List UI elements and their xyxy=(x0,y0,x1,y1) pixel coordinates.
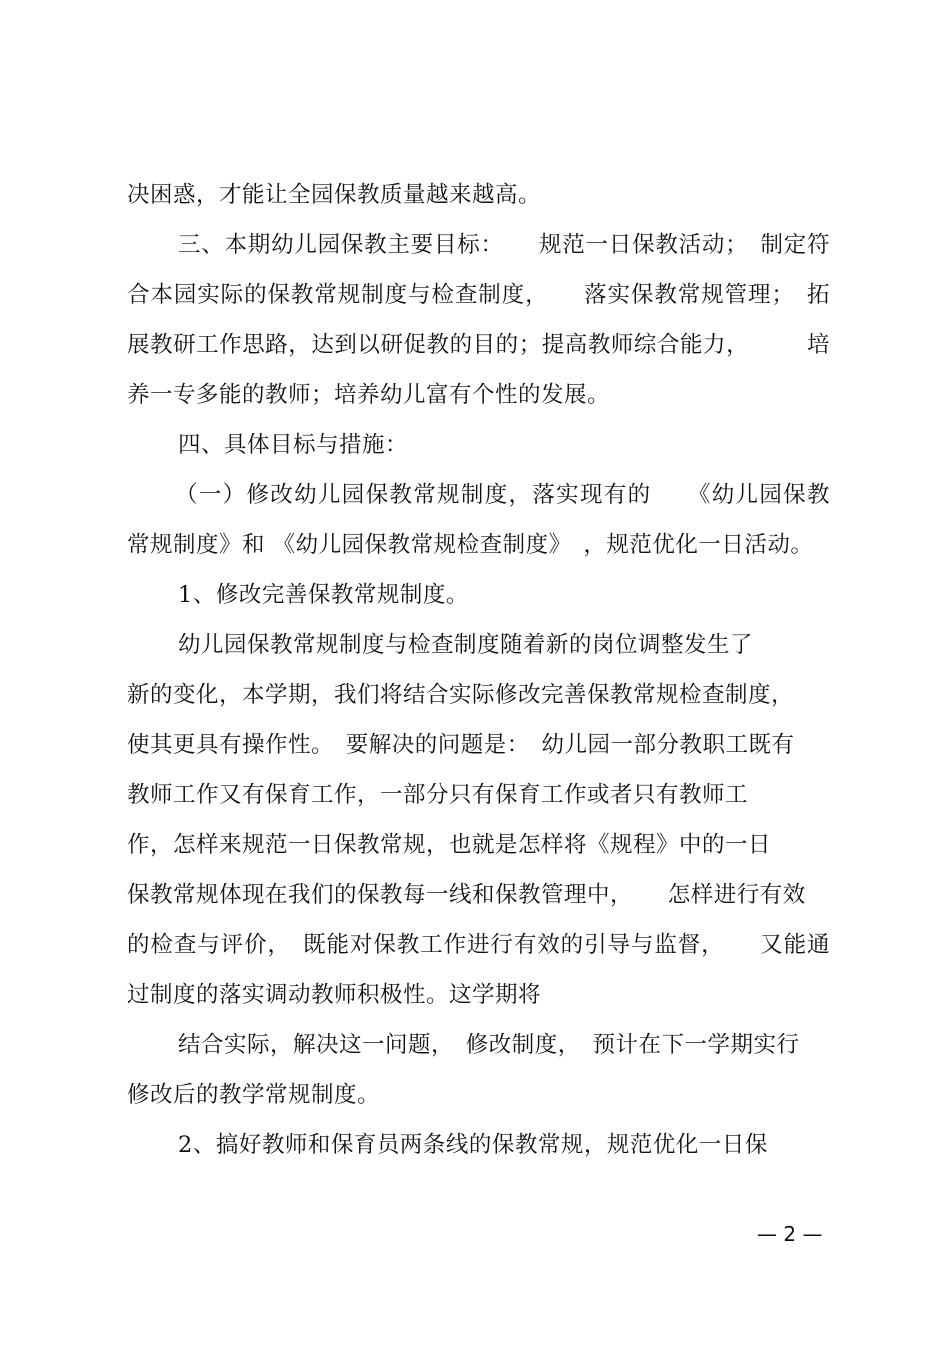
text-line: 保教常规体现在我们的保教每一线和保教管理中， 怎样进行有效 xyxy=(127,882,806,908)
text-line: 幼儿园保教常规制度与检查制度随着新的岗位调整发生了 xyxy=(178,632,754,658)
text-line: 常规制度》和 《幼儿园保教常规检查制度》 ，规范优化一日活动。 xyxy=(127,532,814,558)
text-line: 的检查与评价， 既能对保教工作进行有效的引导与监督， 又能通 xyxy=(127,932,830,958)
text-line: 决困惑，才能让全园保教质量越来越高。 xyxy=(127,182,542,208)
text-line: 过制度的落实调动教师积极性。这学期将 xyxy=(127,982,542,1008)
section-heading-4: 四、具体目标与措施： xyxy=(178,432,409,458)
text-line: 使其更具有操作性。 要解决的问题是： 幼儿园一部分教职工既有 xyxy=(127,732,795,758)
text-line: 修改后的教学常规制度。 xyxy=(127,1082,381,1108)
text-line: 展教研工作思路，达到以研促教的目的；提高教师综合能力， 培 xyxy=(127,332,830,358)
text-line: 合本园实际的保教常规制度与检查制度， 落实保教常规管理； 拓 xyxy=(127,282,830,308)
page-number: — 2 — xyxy=(757,1222,823,1246)
subsection-heading-1: （一）修改幼儿园保教常规制度，落实现有的 《幼儿园保教 xyxy=(175,482,830,508)
text-line: 作，怎样来规范一日保教常规，也就是怎样将《规程》中的一日 xyxy=(127,832,772,858)
text-line: 教师工作又有保育工作，一部分只有保育工作或者只有教师工 xyxy=(127,782,749,808)
text-line: 新的变化，本学期，我们将结合实际修改完善保教常规检查制度， xyxy=(127,682,795,708)
section-heading-3: 三、本期幼儿园保教主要目标： 规范一日保教活动； 制定符 xyxy=(178,232,830,258)
text-line: 养一专多能的教师；培养幼儿富有个性的发展。 xyxy=(127,382,611,408)
text-line: 结合实际，解决这一问题， 修改制度， 预计在下一学期实行 xyxy=(178,1032,800,1058)
item-heading-1: 1、修改完善保教常规制度。 xyxy=(178,582,469,608)
item-heading-2: 2、搞好教师和保育员两条线的保教常规，规范优化一日保 xyxy=(178,1132,768,1158)
